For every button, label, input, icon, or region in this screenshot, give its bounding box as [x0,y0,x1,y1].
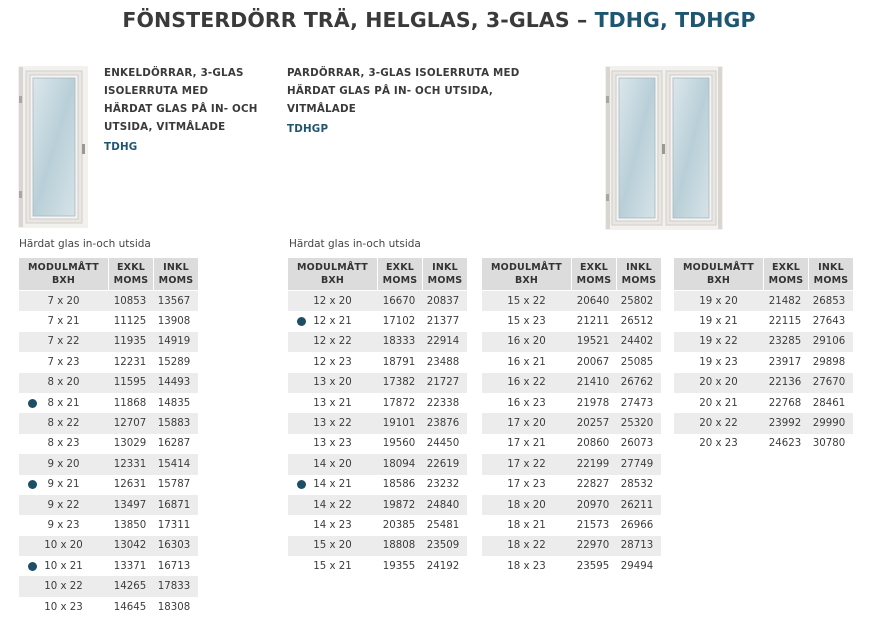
cell-size: 16 x 20 [507,336,546,348]
cell-inkl: 23876 [426,418,460,430]
cell-exkl: 13371 [113,560,147,572]
cell-exkl: 24623 [768,438,802,450]
cell-size: 20 x 21 [699,397,738,409]
cell-inkl: 26966 [620,519,654,531]
header-text: MODULMÅTT [28,262,99,273]
cell-inkl: 29106 [812,336,846,348]
table-row [19,475,198,495]
cell-exkl: 19521 [576,336,610,348]
table-row [19,291,198,311]
cell-size: 18 x 21 [507,519,546,531]
cell-size: 17 x 22 [507,458,546,470]
cell-exkl: 23285 [768,336,802,348]
table-row [482,495,661,515]
header-text: MOMS [576,275,612,286]
header-text: BXH [320,275,345,286]
cell-inkl: 26512 [620,316,654,328]
cell-inkl: 26211 [620,499,654,511]
cell-size: 9 x 23 [47,519,80,531]
cell-exkl: 19101 [382,418,416,430]
cell-size: 13 x 21 [313,397,352,409]
header-text: BXH [514,275,539,286]
cell-inkl: 13567 [157,295,191,307]
cell-exkl: 20860 [576,438,610,450]
cell-exkl: 16670 [382,295,416,307]
table-row [482,373,661,393]
stock-dot-icon [297,317,306,326]
table-row [482,536,661,556]
cell-size: 17 x 23 [507,479,546,491]
cell-exkl: 19560 [382,438,416,450]
header-text: EXKL [385,262,415,273]
cell-inkl: 17833 [157,581,191,593]
table-row [19,352,198,372]
double-door-image [605,66,723,230]
cell-size: 16 x 23 [507,397,546,409]
cell-size: 12 x 20 [313,295,352,307]
header-inkl [423,258,467,290]
table-row [482,515,661,535]
cell-inkl: 16287 [157,438,191,450]
table-row [19,454,198,474]
desc-line: ENKELDÖRRAR, 3-GLAS [104,67,244,79]
cell-exkl: 22136 [768,377,802,389]
table-row [482,352,661,372]
cell-size: 8 x 20 [47,377,80,389]
cell-exkl: 12707 [113,418,147,430]
cell-size: 9 x 21 [47,479,80,491]
table-header [19,258,198,290]
cell-exkl: 19355 [382,560,416,572]
cell-exkl: 22115 [768,316,802,328]
cell-exkl: 17872 [382,397,416,409]
cell-size: 10 x 23 [44,601,83,613]
cell-size: 17 x 21 [507,438,546,450]
cell-inkl: 17311 [157,519,191,531]
title-codes: TDHG, TDHGP [594,8,756,32]
table-row [674,352,853,372]
header-text: INKL [626,262,652,273]
table-row [19,413,198,433]
header-text: MOMS [158,275,194,286]
cell-inkl: 27670 [812,377,846,389]
table-row [288,536,467,556]
cell-exkl: 11868 [113,397,147,409]
table-row [288,291,467,311]
header-text: MOMS [813,275,849,286]
table-row [482,393,661,413]
cell-size: 19 x 22 [699,336,738,348]
price-table-double-2 [482,258,661,576]
cell-size: 7 x 21 [47,316,80,328]
table-row [19,536,198,556]
cell-exkl: 23992 [768,418,802,430]
table-row [482,413,661,433]
cell-inkl: 21727 [426,377,460,389]
table-row [288,454,467,474]
header-text: EXKL [771,262,801,273]
cell-exkl: 23595 [576,560,610,572]
title-main: FÖNSTERDÖRR TRÄ, HELGLAS, 3-GLAS – [122,8,595,32]
product-code-single: TDHG [104,141,138,153]
header-inkl [154,258,198,290]
cell-inkl: 20837 [426,295,460,307]
table-row [482,556,661,576]
header-text: MODULMÅTT [491,262,562,273]
cell-inkl: 24840 [426,499,460,511]
cell-exkl: 14265 [113,581,147,593]
section-label-double: Härdat glas in-och utsida [289,238,421,250]
table-row [288,352,467,372]
table-row [482,332,661,352]
table-row [482,311,661,331]
table-row [482,454,661,474]
header-exkl [572,258,616,290]
cell-exkl: 17102 [382,316,416,328]
header-exkl [109,258,153,290]
cell-inkl: 16713 [157,560,191,572]
cell-inkl: 14835 [157,397,191,409]
cell-size: 17 x 20 [507,418,546,430]
header-module [482,258,571,290]
table-row [674,332,853,352]
cell-exkl: 23917 [768,356,802,368]
cell-exkl: 11595 [113,377,147,389]
cell-inkl: 21377 [426,316,460,328]
cell-inkl: 15289 [157,356,191,368]
table-row [19,597,198,617]
price-table-double-3 [674,258,853,454]
cell-inkl: 22338 [426,397,460,409]
desc-line: UTSIDA, VITMÅLADE [104,121,226,133]
table-row [674,311,853,331]
cell-exkl: 18094 [382,458,416,470]
cell-inkl: 28713 [620,540,654,552]
table-header [288,258,467,290]
cell-exkl: 21482 [768,295,802,307]
cell-size: 12 x 22 [313,336,352,348]
cell-size: 14 x 22 [313,499,352,511]
cell-exkl: 22199 [576,458,610,470]
cell-inkl: 23509 [426,540,460,552]
cell-size: 10 x 21 [44,560,83,572]
stock-dot-icon [28,480,37,489]
table-row [288,373,467,393]
stock-dot-icon [297,480,306,489]
header-exkl [764,258,808,290]
double-door-description [287,64,519,138]
cell-exkl: 13850 [113,519,147,531]
table-row [482,291,661,311]
cell-size: 12 x 21 [313,316,352,328]
cell-exkl: 13497 [113,499,147,511]
table-row [482,475,661,495]
cell-inkl: 22914 [426,336,460,348]
table-row [288,556,467,576]
table-row [674,393,853,413]
cell-exkl: 18586 [382,479,416,491]
price-table-single [19,258,198,617]
cell-inkl: 29990 [812,418,846,430]
cell-inkl: 27643 [812,316,846,328]
header-text: MOMS [768,275,804,286]
cell-size: 15 x 23 [507,316,546,328]
table-row [482,434,661,454]
header-text: MOMS [382,275,418,286]
cell-exkl: 20640 [576,295,610,307]
cell-size: 7 x 20 [47,295,80,307]
table-row [288,495,467,515]
desc-line: HÄRDAT GLAS PÅ IN- OCH [104,103,258,115]
cell-exkl: 21211 [576,316,610,328]
cell-size: 20 x 22 [699,418,738,430]
cell-exkl: 18791 [382,356,416,368]
cell-inkl: 27749 [620,458,654,470]
stock-dot-icon [28,562,37,571]
cell-size: 19 x 21 [699,316,738,328]
table-row [288,413,467,433]
cell-inkl: 28461 [812,397,846,409]
table-row [674,413,853,433]
table-row [19,495,198,515]
table-row [19,556,198,576]
cell-size: 14 x 21 [313,479,352,491]
cell-exkl: 21410 [576,377,610,389]
cell-exkl: 12631 [113,479,147,491]
header-inkl [617,258,661,290]
cell-inkl: 23488 [426,356,460,368]
cell-exkl: 17382 [382,377,416,389]
cell-inkl: 26853 [812,295,846,307]
desc-line: PARDÖRRAR, 3-GLAS ISOLERRUTA MED [287,67,520,79]
table-row [19,515,198,535]
product-code-double: TDHGP [287,123,329,135]
cell-inkl: 15414 [157,458,191,470]
cell-size: 10 x 20 [44,540,83,552]
table-row [19,311,198,331]
header-text: INKL [163,262,189,273]
header-module [19,258,108,290]
cell-inkl: 22619 [426,458,460,470]
table-row [19,332,198,352]
cell-size: 20 x 23 [699,438,738,450]
header-text: INKL [818,262,844,273]
header-text: MODULMÅTT [297,262,368,273]
cell-exkl: 14645 [113,601,147,613]
header-text: MODULMÅTT [683,262,754,273]
cell-inkl: 26762 [620,377,654,389]
cell-size: 8 x 21 [47,397,80,409]
cell-exkl: 21573 [576,519,610,531]
table-row [19,393,198,413]
table-row [288,332,467,352]
cell-exkl: 10853 [113,295,147,307]
cell-exkl: 11935 [113,336,147,348]
cell-size: 13 x 23 [313,438,352,450]
table-row [19,373,198,393]
header-text: EXKL [579,262,609,273]
cell-size: 16 x 22 [507,377,546,389]
table-row [674,291,853,311]
cell-exkl: 20067 [576,356,610,368]
cell-exkl: 11125 [113,316,147,328]
cell-inkl: 26073 [620,438,654,450]
cell-exkl: 18333 [382,336,416,348]
cell-inkl: 13908 [157,316,191,328]
cell-exkl: 19872 [382,499,416,511]
cell-size: 18 x 22 [507,540,546,552]
cell-size: 18 x 23 [507,560,546,572]
cell-inkl: 24450 [426,438,460,450]
cell-inkl: 25320 [620,418,654,430]
cell-exkl: 12331 [113,458,147,470]
single-door-image [18,66,88,228]
cell-inkl: 14919 [157,336,191,348]
cell-inkl: 24402 [620,336,654,348]
table-row [674,373,853,393]
table-row [288,434,467,454]
stock-dot-icon [28,399,37,408]
header-inkl [809,258,853,290]
table-row [19,434,198,454]
table-row [288,515,467,535]
cell-exkl: 18808 [382,540,416,552]
cell-inkl: 23232 [426,479,460,491]
header-text: EXKL [116,262,146,273]
cell-size: 8 x 22 [47,418,80,430]
cell-inkl: 27473 [620,397,654,409]
header-text: INKL [432,262,458,273]
header-exkl [378,258,422,290]
cell-exkl: 20385 [382,519,416,531]
cell-exkl: 22827 [576,479,610,491]
price-table-double-1 [288,258,467,576]
cell-exkl: 21978 [576,397,610,409]
cell-size: 15 x 22 [507,295,546,307]
header-module [674,258,763,290]
cell-size: 15 x 21 [313,560,352,572]
header-text: BXH [706,275,731,286]
cell-exkl: 22970 [576,540,610,552]
cell-size: 19 x 20 [699,295,738,307]
table-header [674,258,853,290]
cell-inkl: 29898 [812,356,846,368]
cell-inkl: 15787 [157,479,191,491]
header-text: MOMS [113,275,149,286]
cell-size: 13 x 22 [313,418,352,430]
table-row [288,311,467,331]
header-text: MOMS [621,275,657,286]
table-row [674,434,853,454]
cell-size: 9 x 22 [47,499,80,511]
cell-size: 20 x 20 [699,377,738,389]
cell-size: 13 x 20 [313,377,352,389]
table-row [288,475,467,495]
cell-size: 7 x 22 [47,336,80,348]
desc-line: ISOLERRUTA MED [104,85,209,97]
header-module [288,258,377,290]
cell-inkl: 24192 [426,560,460,572]
cell-inkl: 15883 [157,418,191,430]
desc-line: HÄRDAT GLAS PÅ IN- OCH UTSIDA, [287,85,493,97]
cell-inkl: 16871 [157,499,191,511]
cell-size: 18 x 20 [507,499,546,511]
cell-exkl: 22768 [768,397,802,409]
cell-exkl: 13029 [113,438,147,450]
cell-inkl: 25481 [426,519,460,531]
cell-size: 12 x 23 [313,356,352,368]
cell-exkl: 20970 [576,499,610,511]
cell-size: 14 x 20 [313,458,352,470]
cell-size: 15 x 20 [313,540,352,552]
cell-inkl: 25085 [620,356,654,368]
cell-size: 9 x 20 [47,458,80,470]
cell-inkl: 30780 [812,438,846,450]
single-door-description [104,64,258,156]
table-header [482,258,661,290]
cell-size: 19 x 23 [699,356,738,368]
page-title [0,8,878,32]
cell-inkl: 18308 [157,601,191,613]
cell-inkl: 29494 [620,560,654,572]
cell-size: 7 x 23 [47,356,80,368]
table-row [288,393,467,413]
header-text: BXH [51,275,76,286]
cell-exkl: 12231 [113,356,147,368]
cell-inkl: 14493 [157,377,191,389]
cell-size: 10 x 22 [44,581,83,593]
cell-size: 16 x 21 [507,356,546,368]
cell-inkl: 25802 [620,295,654,307]
desc-line: VITMÅLADE [287,103,356,115]
table-row [19,576,198,596]
cell-exkl: 20257 [576,418,610,430]
header-text: MOMS [427,275,463,286]
cell-size: 14 x 23 [313,519,352,531]
cell-inkl: 28532 [620,479,654,491]
section-label-single: Härdat glas in-och utsida [19,238,151,250]
cell-size: 8 x 23 [47,438,80,450]
cell-inkl: 16303 [157,540,191,552]
cell-exkl: 13042 [113,540,147,552]
